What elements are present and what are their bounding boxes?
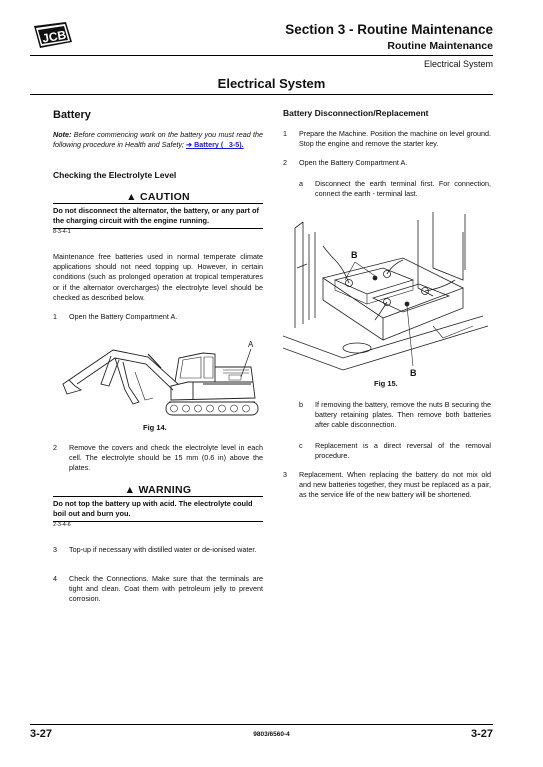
battery-compartment-icon xyxy=(283,208,493,380)
left-step-2 xyxy=(53,443,263,475)
step-text: Top-up if necessary with distilled water or de-ionised water. xyxy=(69,545,257,554)
note-text: Before commencing work on the battery you must read the following procedure in Health and Safety; xyxy=(53,130,263,150)
fig14-label-a: A xyxy=(248,340,254,349)
right-substep-b xyxy=(299,400,491,432)
section-title: Section 3 - Routine Maintenance xyxy=(285,22,493,37)
step-text: Replacement. When replacing the battery do not mix old and new batteries together, they must be replaced as a pair, as the service life of the new battery will be shortened. xyxy=(299,470,491,500)
fig15-label-b-bottom: B xyxy=(410,368,417,378)
substep-text: Replacement is a direct reversal of the removal procedure. xyxy=(315,441,491,461)
left-step-3 xyxy=(53,545,263,567)
jcb-logo-icon xyxy=(30,20,74,50)
battery-note xyxy=(53,130,263,150)
step-text: Prepare the Machine. Position the machine on level ground. Stop the engine and remove the starter key. xyxy=(299,129,491,149)
warning-icon: ▲ xyxy=(124,484,136,496)
substep-letter: c xyxy=(299,441,303,450)
step-number: 1 xyxy=(283,129,287,138)
substep-text: If removing the battery, remove the nuts B securing the battery retaining plates. Then remove both batteries after cable disconnection. xyxy=(315,400,491,430)
caution-box xyxy=(53,191,263,235)
left-step-4 xyxy=(53,574,263,606)
right-substep-a xyxy=(299,179,491,201)
step-text: Open the Battery Compartment A. xyxy=(299,158,408,167)
step-number: 2 xyxy=(53,443,57,452)
warning-text: Do not top the battery up with acid. The electrolyte could boil out and burn you. xyxy=(53,496,263,522)
step-number: 2 xyxy=(283,158,287,167)
substep-text: Disconnect the earth terminal first. For connection, connect the earth - terminal last. xyxy=(315,179,491,199)
caution-text: Do not disconnect the alternator, the battery, or any part of the charging circuit with the engine running. xyxy=(53,203,263,229)
subsection-title: Routine Maintenance xyxy=(387,40,493,52)
document-number: 9803/6560-4 xyxy=(253,731,290,738)
page-title: Electrical System xyxy=(217,76,326,91)
topic-label: Electrical System xyxy=(423,59,493,69)
warning-header xyxy=(53,484,263,496)
svg-text:JCB: JCB xyxy=(41,27,68,46)
title-divider xyxy=(30,94,493,95)
step-number: 3 xyxy=(53,545,57,554)
warning-code: 2-3-4-6 xyxy=(53,522,71,528)
battery-heading: Battery xyxy=(53,109,91,121)
right-substep-c xyxy=(299,441,491,463)
footer-divider xyxy=(30,724,493,725)
step-number: 3 xyxy=(283,470,287,479)
header-divider xyxy=(30,55,493,56)
excavator-icon xyxy=(53,332,265,424)
jcb-logo xyxy=(30,20,74,50)
warning-box xyxy=(53,484,263,528)
step-number: 1 xyxy=(53,312,57,321)
battery-link[interactable] xyxy=(186,140,244,149)
right-step-2 xyxy=(283,158,491,170)
fig15-caption: Fig 15. xyxy=(374,379,398,388)
electrolyte-subheading: Checking the Electrolyte Level xyxy=(53,170,177,180)
caution-title: CAUTION xyxy=(139,191,190,203)
page-number-right: 3-27 xyxy=(470,728,493,740)
caution-code: 8-3-4-1 xyxy=(53,229,71,235)
step-text: Check the Connections. Make sure that the terminals are tight and clean. Coat them with petroleum jelly to prevent corrosion. xyxy=(69,574,263,604)
fig14-excavator-illustration xyxy=(53,332,265,424)
maintenance-paragraph: Maintenance free batteries used in normal temperate climate applications should not need topping up. However, in certain conditions (such as prolonged operation at tropical temperatures or if the alternator overcharges) the electrolyte level should be checked as described below. xyxy=(53,252,263,302)
fig15-label-b-top: B xyxy=(351,250,358,260)
right-step-3 xyxy=(283,470,491,512)
step-text: Open the Battery Compartment A. xyxy=(69,312,178,321)
page-number-left: 3-27 xyxy=(30,728,53,740)
note-label: Note: xyxy=(53,130,72,139)
disconnection-heading: Battery Disconnection/Replacement xyxy=(283,108,429,118)
caution-header xyxy=(53,191,263,203)
right-step-1 xyxy=(283,129,491,151)
battery-link-label: Battery ( 3-5). xyxy=(194,140,244,150)
step-text: Remove the covers and check the electrolyte level in each cell. The electrolyte should be 15 mm (0.6 in) above the plates. xyxy=(69,443,263,473)
warning-title: WARNING xyxy=(138,484,192,496)
substep-letter: a xyxy=(299,179,303,188)
fig15-battery-illustration xyxy=(283,208,493,380)
caution-icon: ▲ xyxy=(126,191,137,203)
arrow-icon: ➔ xyxy=(186,140,193,150)
fig14-caption: Fig 14. xyxy=(143,423,167,432)
substep-letter: b xyxy=(299,400,303,409)
step-number: 4 xyxy=(53,574,57,583)
